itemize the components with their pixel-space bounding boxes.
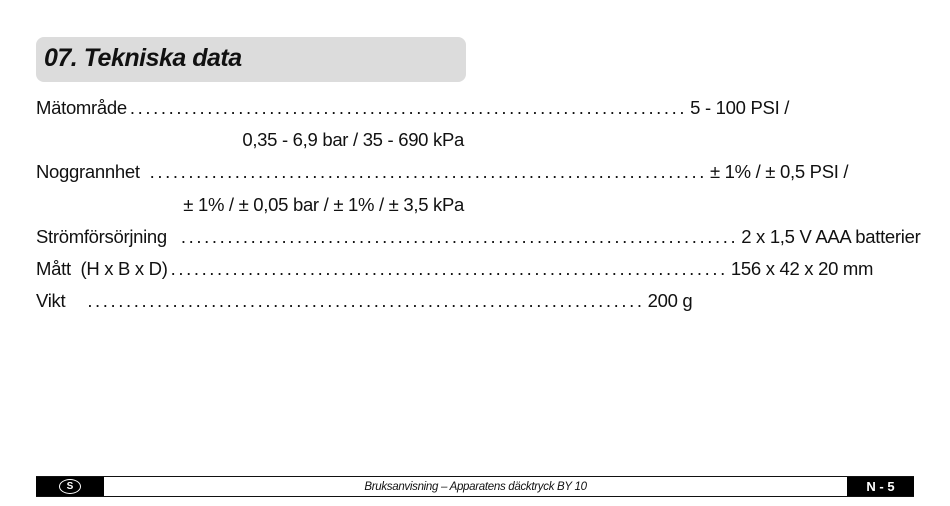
spec-value: 2 x 1,5 V AAA batterier — [741, 225, 921, 247]
spec-label: Vikt — [36, 290, 66, 312]
manual-title: Bruksanvisning – Apparatens däcktryck BY 10 — [364, 480, 587, 493]
dot-leader: ........................................................................ — [87, 290, 645, 312]
dot-leader: ........................................................................ — [170, 257, 728, 279]
page-number: N - 5 — [847, 477, 914, 496]
spec-label: Mätområde — [36, 97, 127, 118]
spec-value: 200 g — [647, 290, 693, 312]
language-badge: S — [59, 479, 81, 494]
language-block — [36, 477, 104, 496]
spec-value: 5 - 100 PSI / — [690, 97, 790, 118]
spec-value-continuation: 0,35 - 6,9 bar / 35 - 690 kPa — [242, 129, 464, 151]
spec-label: Strömförsörjning — [36, 225, 167, 247]
spec-value: ± 1% / ± 0,5 PSI / — [709, 161, 849, 183]
spec-label: Noggrannhet — [36, 161, 140, 183]
spec-list — [36, 92, 921, 317]
dot-leader: ........................................................................ — [129, 97, 688, 118]
spec-row-accuracy — [36, 156, 849, 188]
spec-value: 156 x 42 x 20 mm — [730, 257, 874, 279]
spec-label: Mått (H x B x D) — [36, 257, 168, 279]
spec-row-dimensions — [36, 253, 874, 285]
spec-value-continuation: ± 1% / ± 0,05 bar / ± 1% / ± 3,5 kPa — [183, 193, 464, 215]
spec-row-measuring-range — [36, 92, 790, 124]
dot-leader: ........................................................................ — [149, 161, 707, 183]
section-heading-box — [36, 37, 466, 82]
section-title: 07. Tekniska data — [44, 44, 242, 72]
dot-leader: ........................................................................ — [180, 225, 739, 247]
page-footer — [36, 476, 914, 497]
spec-row-weight — [36, 285, 693, 317]
spec-row-power-supply — [36, 221, 921, 253]
